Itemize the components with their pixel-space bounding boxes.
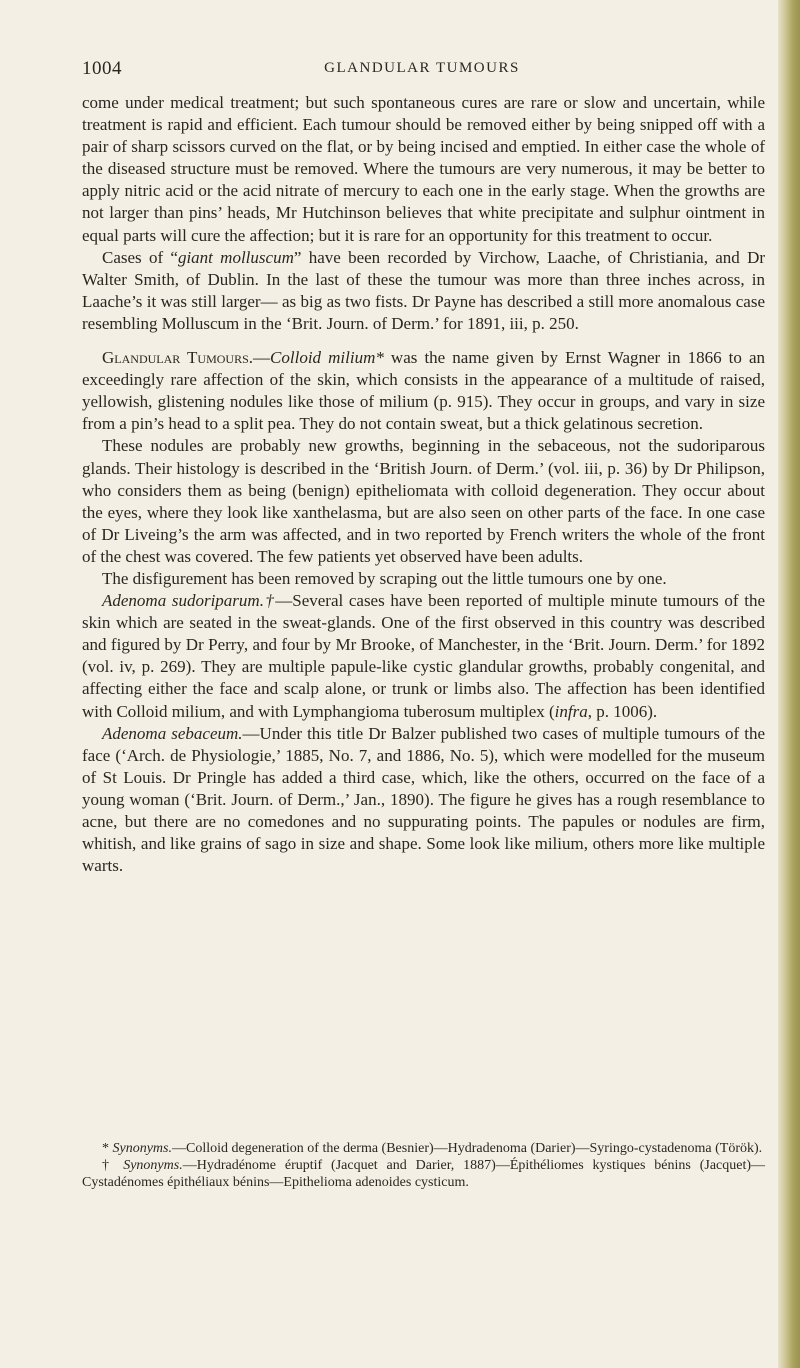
italic-term: Colloid milium* bbox=[270, 348, 384, 368]
italic-term: giant molluscum bbox=[177, 247, 294, 267]
italic-term: Adenoma sebaceum. bbox=[102, 723, 243, 743]
body-text bbox=[82, 92, 765, 877]
page-number: 1004 bbox=[82, 58, 122, 79]
paragraph-disfigurement: The disfigurement has been removed by scraping out the little tumours one by one. bbox=[102, 568, 667, 588]
paragraph-adenoma-sebaceum: Adenoma sebaceum.—Under this title Dr Balzer published two cases of multiple tumours of the face (‘Arch. de Physiologie,’ 1885, No. 7, and 1886, No. 5), which were modelled for the museum of St Louis. Dr Pringle has added a third case, which, like the others, occurred on the face of a young woman (‘Brit. Journ. of Derm.,’ Jan., 1890). The figure he gives has a rough resemblance to acne, but there are no comedones and no suppurating points. The papules or nodules are firm, whitish, and like grains of sago in size and shape. Some look like milium, others more like multiple warts. bbox=[82, 723, 765, 876]
footnote-2: † Synonyms.—Hydradénome éruptif (Jacquet and Darier, 1887)—Épithéliomes kystiques bénins (Jacquet)—Cystadénomes épithéliaux bénins—Epithelioma adenoides cysticum. bbox=[82, 1158, 766, 1190]
running-title: GLANDULAR TUMOURS bbox=[324, 60, 520, 76]
footnotes bbox=[82, 1140, 765, 1191]
page-edge-stain bbox=[778, 0, 800, 1368]
footnote-1: * Synonyms.—Colloid degeneration of the derma (Besnier)—Hydradenoma (Darier)—Syringo-cystadenoma (Török). bbox=[102, 1141, 763, 1156]
paragraph-adenoma-sudoriparum: Adenoma sudoriparum.†—Several cases have been reported of multiple minute tumours of the skin which are seated in the sweat-glands. One of the first observed in this country was described and figured by Dr Perry, and four by Mr Brooke, of Manchester, in the ‘Brit. Journ. Derm.’ for 1892 (vol. iv, p. 269). They are multiple papule-like cystic glandular growths, probably congenital, and affecting either the face and scalp alone, or trunk or limbs also. The affection has been identified with Colloid milium, and with Lymphangioma tuberosum multiplex (infra, p. 1006). bbox=[82, 591, 765, 721]
paragraph-giant-molluscum: Cases of “giant molluscum” have been recorded by Virchow, Laache, of Christiania, and Dr Walter Smith, of Dublin. In the last of these the tumour was more than three inches across, in Laache’s it was still larger— as big as two fists. Dr Payne has described a still more anomalous case resembling Molluscum in the ‘Brit. Journ. of Derm.’ for 1891, iii, p. 250. bbox=[82, 247, 766, 333]
page-header bbox=[82, 58, 762, 82]
italic-term: Adenoma sudoriparum.† bbox=[102, 591, 276, 611]
section-glandular-tumours: Glandular Tumours.—Colloid milium* was the name given by Ernst Wagner in 1866 to an exceedingly rare affection of the skin, which consists in the appearance of a multitude of raised, yellowish, glistening nodules like those of milium (p. 915). They occur in groups, and vary in size from a pin’s head to a split pea. They do not contain sweat, but a thick gelatinous secretion. bbox=[82, 348, 765, 434]
paragraph-nodules: These nodules are probably new growths, beginning in the sebaceous, not the sudoriparous glands. Their histology is described in the ‘British Journ. of Derm.’ (vol. iii, p. 36) by Dr Philipson, who considers them as being (benign) epitheliomata with colloid degeneration. They occur about the eyes, where they look like xanthelasma, but are also seen on other parts of the face. In one case of Dr Liveing’s the arm was affected, and in two reported by French writers the whole of the front of the chest was covered. The few patients yet observed have been adults. bbox=[82, 436, 765, 566]
section-heading: Glandular Tumours. bbox=[102, 348, 254, 368]
paragraph-text: come under medical treatment; but such spontaneous cures are rare or slow and uncertain, while treatment is rapid and efficient. Each tumour should be removed either by being snipped off with a pair of sharp scissors curved on the flat, or by being incised and emptied. In either case the whole of the diseased structure must be removed. Where the tumours are very numerous, it may be better to apply nitric acid or the acid nitrate of mercury to each one in the early stage. When the growths are not larger than pins’ heads, Mr Hutchinson believes that white precipitate and sulphur ointment in equal parts will cure the affection; but it is rare for an opportunity for this treatment to occur. bbox=[82, 93, 765, 245]
paragraph-continued bbox=[82, 92, 765, 247]
